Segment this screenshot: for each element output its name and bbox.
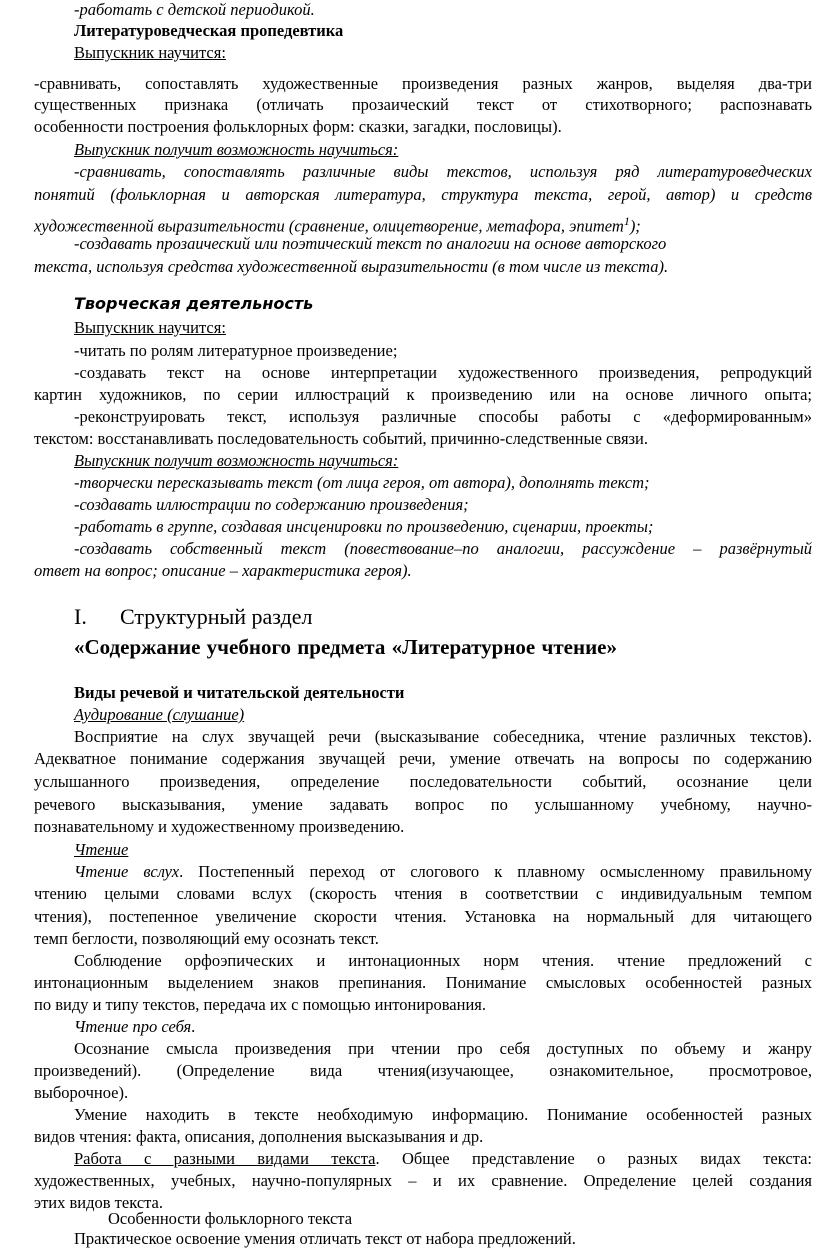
text-line: ответ на вопрос; описание – характеристика героя). — [34, 561, 412, 580]
text-line: текста, используя средства художественной выразительности (в том числе из текста). — [34, 257, 669, 276]
footnote-marker[interactable]: 1 — [623, 214, 630, 228]
text-line: особенности построения фольклорных форм: сказки, загадки, пословицы). — [34, 117, 562, 136]
text-line: этих видов текста. — [34, 1193, 164, 1212]
subheading: Особенности фольклорного текста — [108, 1209, 353, 1228]
subheading-line — [74, 1017, 195, 1037]
text-line: картин художников, по серии иллюстраций к произведению или на основе личного опыта; — [34, 385, 812, 404]
section-heading: Творческая деятельность — [74, 294, 314, 313]
text-line: Восприятие на слух звучащей речи (высказывание собеседника, чтение различных текстов). — [74, 727, 812, 746]
text-line: -творчески пересказывать текст (от лица героя, от автора), дополнять текст; — [74, 473, 650, 492]
text-line: -создавать прозаический или поэтический текст по аналогии на основе авторского — [74, 234, 667, 253]
section-title: Структурный раздел — [120, 604, 313, 629]
subheading: Выпускник научится: — [74, 318, 226, 337]
text-line: Адекватное понимание содержания звучащей речи, умение отвечать на вопросы по содержанию — [34, 749, 812, 768]
section-number: I. — [74, 604, 87, 629]
text-line: чтения), постепенное увеличение скорости чтения. Установка на нормальный для читающего — [34, 907, 812, 926]
text-line: произведений). (Определение вида чтения(изучающее, ознакомительное, просмотровое, — [34, 1061, 812, 1080]
text-line: -работать с детской периодикой. — [74, 0, 315, 19]
text-line: Практическое освоение умения отличать текст от набора предложений. — [74, 1229, 576, 1248]
subheading: Чтение про себя — [74, 1017, 192, 1036]
text-line: -читать по ролям литературное произведение; — [74, 341, 398, 360]
text-fragment: Чтение вслух — [74, 862, 180, 881]
text-line: -работать в группе, создавая инсценировки по произведению, сценарии, проекты; — [74, 517, 654, 536]
text-line: -создавать текст на основе интерпретации художественного произведения, репродукций — [74, 363, 812, 382]
text-line: видов чтения: факта, описания, дополнения высказывания и др. — [34, 1127, 484, 1146]
text-line: -сравнивать, сопоставлять художественные произведения разных жанров, выделяя два-три — [34, 74, 812, 93]
text-line: речевого высказывания, умение задавать вопрос по услышанному учебному, научно- — [34, 795, 812, 814]
text-line: -сравнивать, сопоставлять различные виды текстов, используя ряд литературоведческих — [74, 162, 812, 181]
text-line: текстом: восстанавливать последовательность событий, причинно-следственные связи. — [34, 429, 649, 448]
section-heading: Литературоведческая пропедевтика — [74, 21, 344, 40]
text-line: темп беглости, позволяющий ему осознать текст. — [34, 929, 379, 948]
subheading: Выпускник получит возможность научиться: — [74, 140, 399, 159]
subheading: Чтение — [74, 840, 129, 859]
text-fragment: ); — [629, 216, 641, 236]
text-fragment: . Постепенный переход от слогового к плавному осмысленному правильному — [179, 862, 812, 881]
section-subtitle: «Содержание учебного предмета «Литературное чтение» — [74, 635, 618, 659]
subheading: Выпускник получит возможность научиться: — [74, 451, 399, 470]
text-line-with-footnote — [34, 211, 641, 237]
text-line: понятий (фольклорная и авторская литература, структура текста, герой, автор) и средств — [34, 185, 812, 204]
section-heading: Виды речевой и читательской деятельности — [74, 683, 405, 702]
text-line: услышанного произведения, определение последовательности событий, осознание цели — [34, 772, 812, 791]
subheading: Аудирование (слушание) — [74, 705, 245, 724]
text-fragment: художественной выразительности (сравнение, олицетворение, метафора, эпитет — [34, 216, 624, 236]
subheading: Работа с разными видами текста — [74, 1149, 376, 1168]
text-line: -создавать собственный текст (повествование–по аналогии, рассуждение – развёрнутый — [74, 539, 812, 558]
text-fragment: . — [191, 1017, 196, 1036]
text-line: Умение находить в тексте необходимую информацию. Понимание особенностей разных — [74, 1105, 812, 1124]
text-fragment: . Общее представление о разных видах текста: — [375, 1149, 812, 1168]
text-line: выборочное). — [34, 1083, 129, 1102]
text-line: -реконструировать текст, используя различные способы работы с «деформированным» — [74, 407, 812, 426]
text-line: Осознание смысла произведения при чтении про себя доступных по объему и жанру — [74, 1039, 812, 1058]
subheading: Выпускник научится: — [74, 43, 226, 62]
text-line — [74, 862, 812, 882]
text-line — [74, 1149, 812, 1169]
text-line: по виду и типу текстов, передача их с помощью интонирования. — [34, 995, 486, 1014]
text-line: интонационным выделением знаков препинания. Понимание смысловых особенностей разных — [34, 973, 812, 992]
text-line: познавательному и художественному произведению. — [34, 817, 405, 836]
text-line: Соблюдение орфоэпических и интонационных норм чтения. чтение предложений с — [74, 951, 812, 970]
text-line: существенных признака (отличать прозаический текст от стихотворного; распознавать — [34, 95, 812, 114]
text-line: -создавать иллюстрации по содержанию произведения; — [74, 495, 469, 514]
text-line: чтению целыми словами вслух (скорость чтения в соответствии с индивидуальным темпом — [34, 884, 812, 903]
text-line: художественных, учебных, научно-популярных – и их сравнение. Определение целей создания — [34, 1171, 812, 1190]
